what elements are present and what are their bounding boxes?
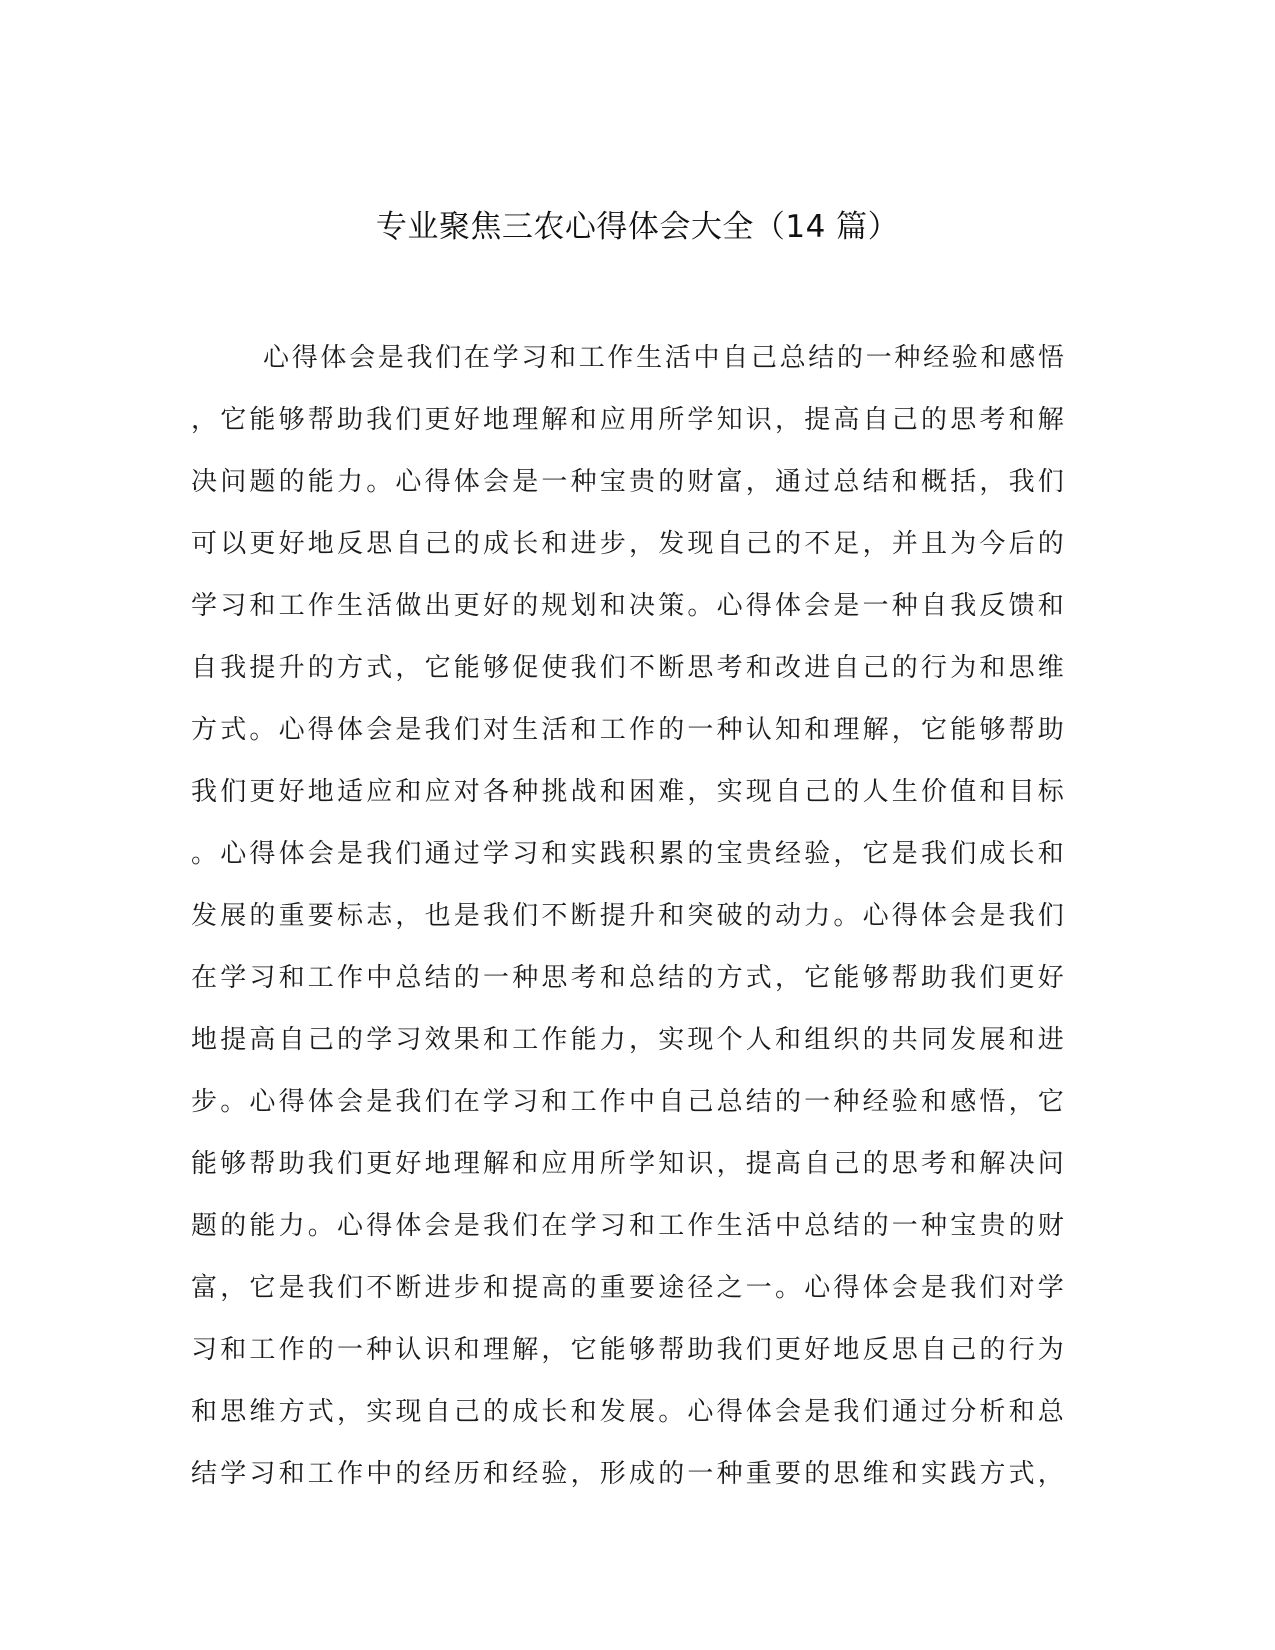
paragraph-line: ，它能够帮助我们更好地理解和应用所学知识，提高自己的思考和解 <box>191 405 1068 435</box>
paragraph-line: 心得体会是我们在学习和工作生活中自己总结的一种经验和感悟 <box>263 343 1067 373</box>
paragraph-line: 。心得体会是我们通过学习和实践积累的宝贵经验，它是我们成长和 <box>191 839 1068 869</box>
paragraph-line: 习和工作的一种认识和理解，它能够帮助我们更好地反思自己的行为 <box>191 1335 1068 1365</box>
paragraph-line: 我们更好地适应和应对各种挑战和困难，实现自己的人生价值和目标 <box>191 777 1068 807</box>
body-paragraph <box>191 327 1071 1505</box>
paragraph-line: 学习和工作生活做出更好的规划和决策。心得体会是一种自我反馈和 <box>191 591 1068 621</box>
paragraph-line: 和思维方式，实现自己的成长和发展。心得体会是我们通过分析和总 <box>191 1397 1068 1427</box>
paragraph-line: 自我提升的方式，它能够促使我们不断思考和改进自己的行为和思维 <box>191 653 1068 683</box>
paragraph-line: 可以更好地反思自己的成长和进步，发现自己的不足，并且为今后的 <box>191 529 1068 559</box>
document-title: 专业聚焦三农心得体会大全（14 篇） <box>375 209 900 245</box>
paragraph-line: 决问题的能力。心得体会是一种宝贵的财富，通过总结和概括，我们 <box>191 467 1068 497</box>
paragraph-line: 题的能力。心得体会是我们在学习和工作生活中总结的一种宝贵的财 <box>191 1211 1068 1241</box>
paragraph-line: 步。心得体会是我们在学习和工作中自己总结的一种经验和感悟，它 <box>191 1087 1068 1117</box>
paragraph-line: 在学习和工作中总结的一种思考和总结的方式，它能够帮助我们更好 <box>191 963 1068 993</box>
paragraph-line: 地提高自己的学习效果和工作能力，实现个人和组织的共同发展和进 <box>191 1025 1068 1055</box>
paragraph-line: 能够帮助我们更好地理解和应用所学知识，提高自己的思考和解决问 <box>191 1149 1068 1179</box>
paragraph-line: 富，它是我们不断进步和提高的重要途径之一。心得体会是我们对学 <box>191 1273 1068 1303</box>
paragraph-line: 结学习和工作中的经历和经验，形成的一种重要的思维和实践方式， <box>191 1459 1068 1489</box>
paragraph-line: 方式。心得体会是我们对生活和工作的一种认知和理解，它能够帮助 <box>191 715 1068 745</box>
paragraph-line: 发展的重要标志，也是我们不断提升和突破的动力。心得体会是我们 <box>191 901 1068 931</box>
